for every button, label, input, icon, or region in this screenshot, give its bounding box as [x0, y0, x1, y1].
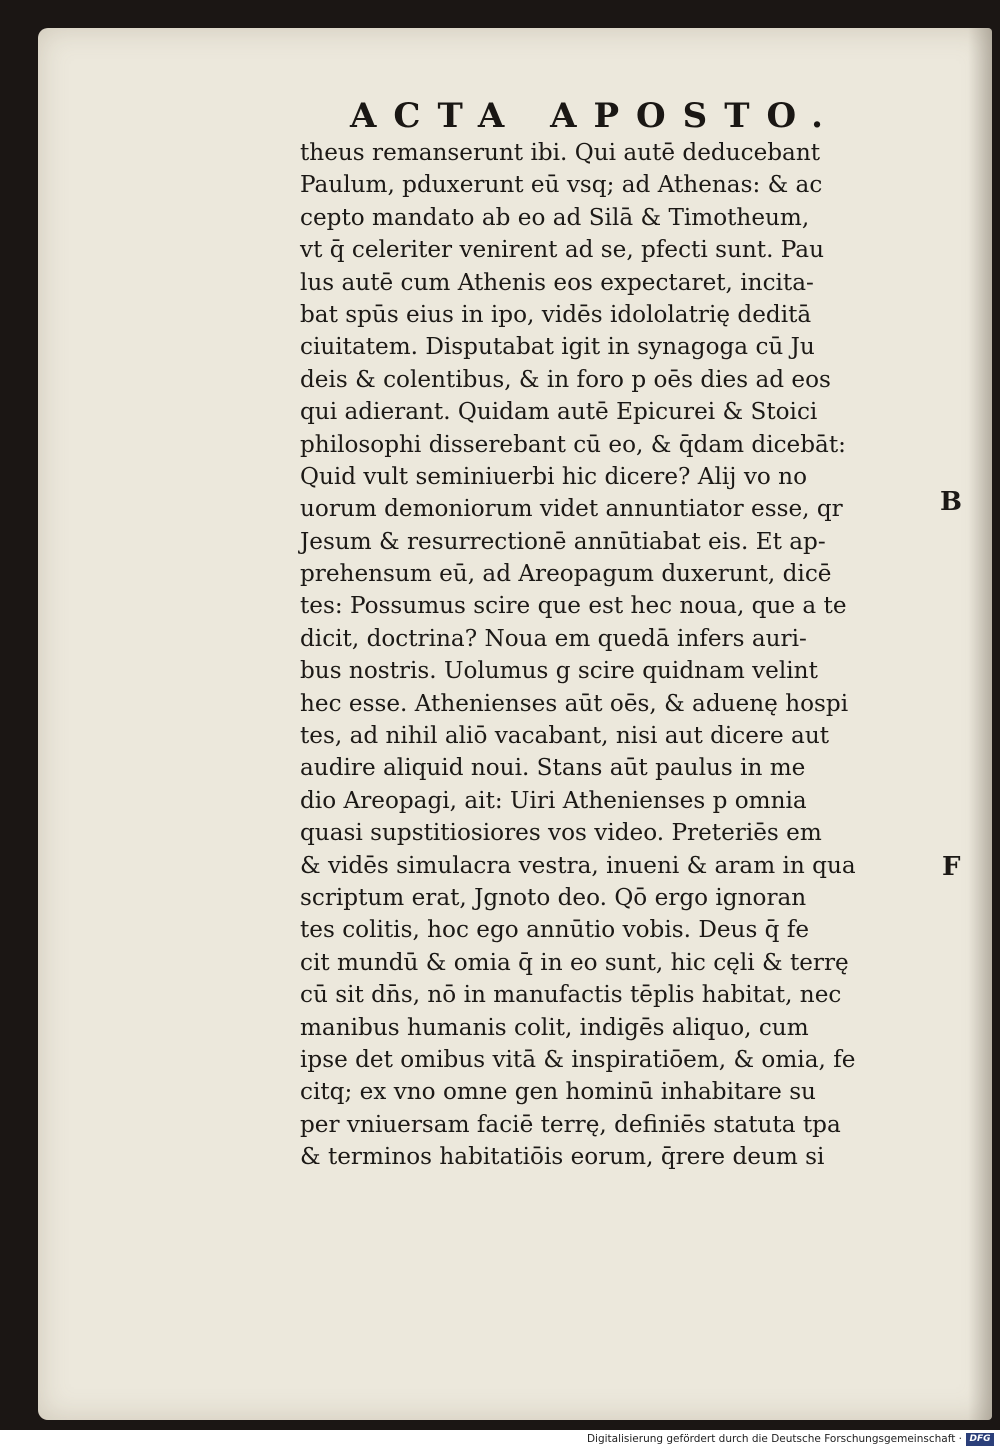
text-line: tes: Possumus scire que est hec noua, que a te [300, 591, 847, 620]
text-line: vt q̄ celeriter venirent ad se, pfecti sunt. Pau [300, 235, 824, 264]
text-line: philosophi disserebant cū eo, & q̄dam dicebāt: [300, 429, 846, 458]
text-line: bat spūs eius in ipo, vidēs idololatrię deditā [300, 299, 812, 328]
text-line: bus nostris. Uolumus g scire quidnam velint [300, 656, 818, 685]
text-line: Jesum & resurrectionē annūtiabat eis. Et ap- [300, 526, 826, 555]
text-line: cepto mandato ab eo ad Silā & Timotheum, [300, 202, 810, 231]
text-line: uorum demoniorum videt annuntiator esse, qr [300, 494, 843, 523]
text-line: & vidēs simulacra vestra, inueni & aram in qua [300, 850, 856, 879]
text-line: scriptum erat, Jgnoto deo. Qō ergo ignoran [300, 882, 807, 911]
text-line: ciuitatem. Disputabat igit in synagoga cū Ju [300, 332, 815, 361]
text-line: tes colitis, hoc ego annūtio vobis. Deus q̄ fe [300, 915, 810, 944]
text-line: qui adierant. Quidam autē Epicurei & Stoici [300, 397, 818, 426]
page-edge-shadow [968, 28, 992, 1420]
text-line: & terminos habitatiōis eorum, q̄rere deum si [300, 1142, 825, 1171]
marginal-letter-b: B [940, 487, 962, 517]
text-line: dicit, doctrina? Noua em quedā infers auri- [300, 623, 807, 652]
text-line: Paulum, pduxerunt eū vsq; ad Athenas: & ac [300, 170, 823, 199]
text-line: lus autē cum Athenis eos expectaret, incita- [300, 267, 814, 296]
dfg-logo: DFG [966, 1433, 994, 1446]
digitization-credit: Digitalisierung gefördert durch die Deutsche Forschungsgemeinschaft · [586, 1433, 962, 1445]
text-line: manibus humanis colit, indigēs aliquo, cum [300, 1012, 809, 1041]
text-line: quasi supstitiosiores vos video. Preteriēs em [300, 818, 822, 847]
text-line: theus remanserunt ibi. Qui autē deducebant [300, 138, 821, 166]
text-line: audire aliquid noui. Stans aūt paulus in me [300, 753, 806, 782]
text-line: cū sit dn̄s, nō in manufactis tēplis habitat, nec [300, 980, 842, 1009]
marginal-letter-f: F [942, 852, 961, 882]
text-line: deis & colentibus, & in foro p oēs dies ad eos [300, 364, 831, 393]
footer-bar [0, 1430, 1000, 1450]
text-line: hec esse. Athenienses aūt oēs, & aduenę hospi [300, 688, 849, 717]
text-line: cit mundū & omia q̄ in eo sunt, hic cęli & terrę [300, 947, 849, 976]
text-line: citq; ex vno omne gen hominū inhabitare su [300, 1077, 816, 1106]
text-line: Quid vult seminiuerbi hic dicere? Alij vo no [300, 461, 808, 490]
running-head: ACTA APOSTO. [350, 96, 840, 136]
text-line: prehensum eū, ad Areopagum duxerunt, dicē [300, 559, 832, 588]
text-line: per vniuersam faciē terrę, definiēs statuta tpa [300, 1109, 841, 1138]
text-line: dio Areopagi, ait: Uiri Athenienses p omnia [300, 785, 807, 814]
text-line: ipse det omibus vitā & inspiratiōem, & omia, fe [300, 1044, 856, 1073]
body-text [300, 136, 940, 1173]
text-line: tes, ad nihil aliō vacabant, nisi aut dicere aut [300, 721, 830, 750]
